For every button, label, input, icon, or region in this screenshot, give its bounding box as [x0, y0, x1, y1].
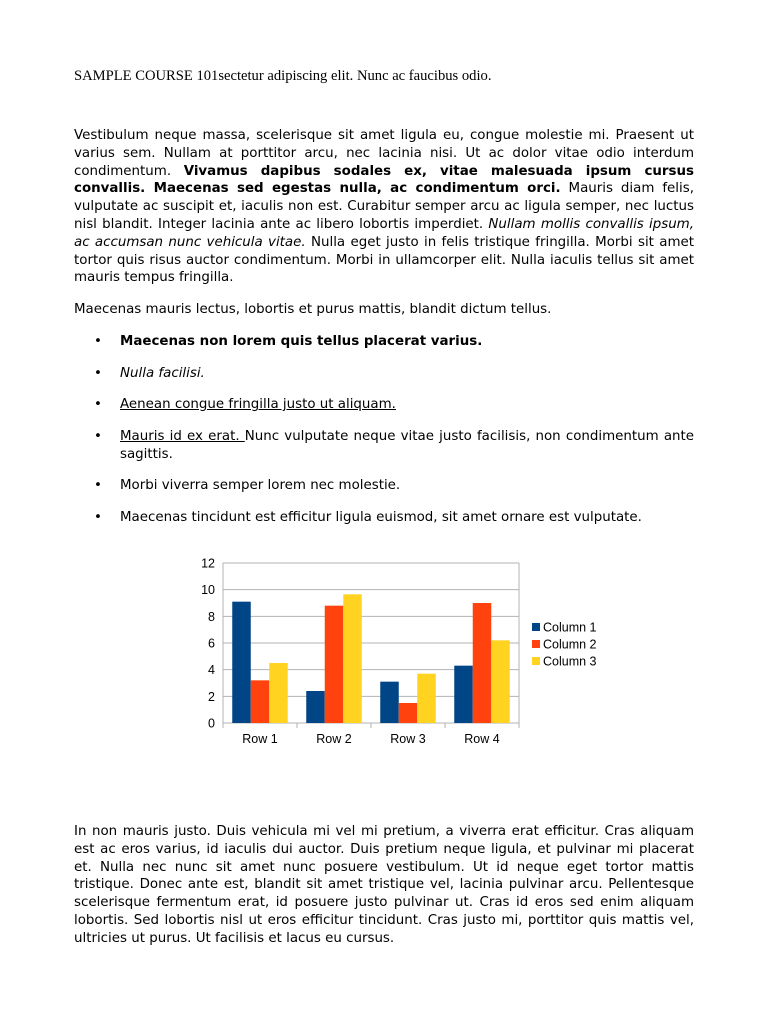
- y-tick-label: 12: [201, 556, 215, 571]
- paragraph-3: In non mauris justo. Duis vehicula mi vel mi pretium, a viverra erat efficitur. Cras aliquam est ac eros varius, id iaculis dui auctor. Duis pretium neque ligula, et pulvinar mi placerat et. Nulla nec nunc sit amet nunc posuere vestibulum. Ut id neque eget tortor mattis tristique. Donec ante est, blandit sit amet tristique vel, lacinia pulvinar arcu. Pellentesque scelerisque fermentum erat, id posuere justo pulvinar ut. Cras id eros sed enim aliquam lobortis. Sed lobortis nisl ut eros efficitur tincidunt. Cras justo mi, porttitor quis mattis vel, ultricies ut purus. Ut facilisis et lacus eu cursus.: [74, 824, 694, 946]
- legend-swatch: [532, 623, 540, 631]
- list-item-text: Nulla facilisi.: [120, 365, 205, 381]
- bar: [380, 682, 399, 723]
- bar: [399, 703, 418, 723]
- paragraph-1: [74, 127, 694, 287]
- paragraph-2: Maecenas mauris lectus, lobortis et purus mattis, blandit dictum tellus.: [74, 302, 552, 317]
- bar: [306, 691, 325, 723]
- x-tick-label: Row 4: [464, 732, 500, 746]
- list-item-underlined-text: Mauris id ex erat.: [120, 428, 245, 444]
- paragraph-1-bold-text: Vivamus dapibus sodales ex, vitae malesuada ipsum cursus convallis. Maecenas sed egestas nulla, ac condimentum orci.: [74, 163, 694, 197]
- paragraph-1-text-c: Nulla eget justo in felis tristique fringilla. Morbi sit amet tortor quis risus auctor condimentum. Morbi in ullamcorper elit. Nulla iaculis tellus sit amet mauris tempus fringilla.: [74, 234, 694, 286]
- bar: [269, 663, 288, 723]
- bullet-icon: •: [94, 478, 102, 494]
- bar: [251, 680, 270, 723]
- bar: [454, 666, 473, 723]
- list-item-text: Nunc vulputate neque vitae justo facilisis, non condimentum ante sagittis.: [120, 428, 695, 462]
- bar-chart: [190, 552, 620, 752]
- paragraph-1-italic-text: Nullam mollis convallis ipsum, ac accumsan nunc vehicula vitae.: [74, 216, 694, 250]
- y-tick-label: 10: [201, 583, 215, 598]
- list-item-text: Maecenas tincidunt est efficitur ligula euismod, sit amet ornare est vulputate.: [120, 509, 642, 525]
- bar: [491, 640, 510, 723]
- list-item-text: Maecenas non lorem quis tellus placerat varius.: [120, 334, 483, 349]
- legend-label: Column 2: [543, 637, 597, 652]
- legend-swatch: [532, 657, 540, 665]
- legend-label: Column 1: [543, 620, 597, 635]
- y-tick-label: 2: [208, 689, 215, 704]
- list-item: [74, 477, 694, 495]
- legend-label: Column 3: [543, 654, 597, 669]
- list-item: [74, 428, 694, 464]
- list-item: [74, 396, 694, 414]
- bullet-list: [74, 333, 694, 540]
- x-tick-label: Row 2: [316, 732, 352, 746]
- bar: [343, 594, 362, 723]
- bar: [417, 674, 436, 723]
- legend-swatch: [532, 640, 540, 648]
- bullet-icon: •: [94, 509, 102, 525]
- y-tick-label: 0: [208, 716, 215, 731]
- x-tick-label: Row 3: [390, 732, 426, 746]
- bullet-icon: •: [94, 365, 102, 381]
- list-item-text: Morbi viverra semper lorem nec molestie.: [120, 478, 401, 494]
- y-tick-label: 8: [208, 609, 215, 624]
- list-item-text: Aenean congue fringilla justo ut aliquam.: [120, 397, 396, 413]
- bar: [473, 603, 492, 723]
- y-tick-label: 6: [208, 636, 215, 651]
- bullet-icon: •: [94, 428, 102, 444]
- y-tick-label: 4: [208, 663, 215, 678]
- bar: [325, 606, 344, 723]
- list-item: [74, 365, 694, 383]
- bullet-icon: •: [94, 334, 102, 349]
- x-tick-label: Row 1: [242, 732, 278, 746]
- paragraph-1-text-b: Mauris diam felis, vulputate ac suscipit et, iaculis non est. Curabitur semper arcu ac ligula semper, nec luctus nisl blandit. Integer lacinia ante ac libero lobortis imperdiet.: [74, 181, 694, 232]
- document-title: SAMPLE COURSE 101sectetur adipiscing elit. Nunc ac faucibus odio.: [74, 68, 492, 84]
- bullet-icon: •: [94, 397, 102, 413]
- list-item: [74, 333, 694, 351]
- bar: [232, 602, 251, 723]
- list-item: [74, 509, 694, 527]
- paragraph-1-text-a: Vestibulum neque massa, scelerisque sit amet ligula eu, congue molestie mi. Praesent ut varius sem. Nullam at porttitor arcu, nec lacinia nisi. Ut ac dolor vitae odio interdum condimentum.: [74, 128, 694, 179]
